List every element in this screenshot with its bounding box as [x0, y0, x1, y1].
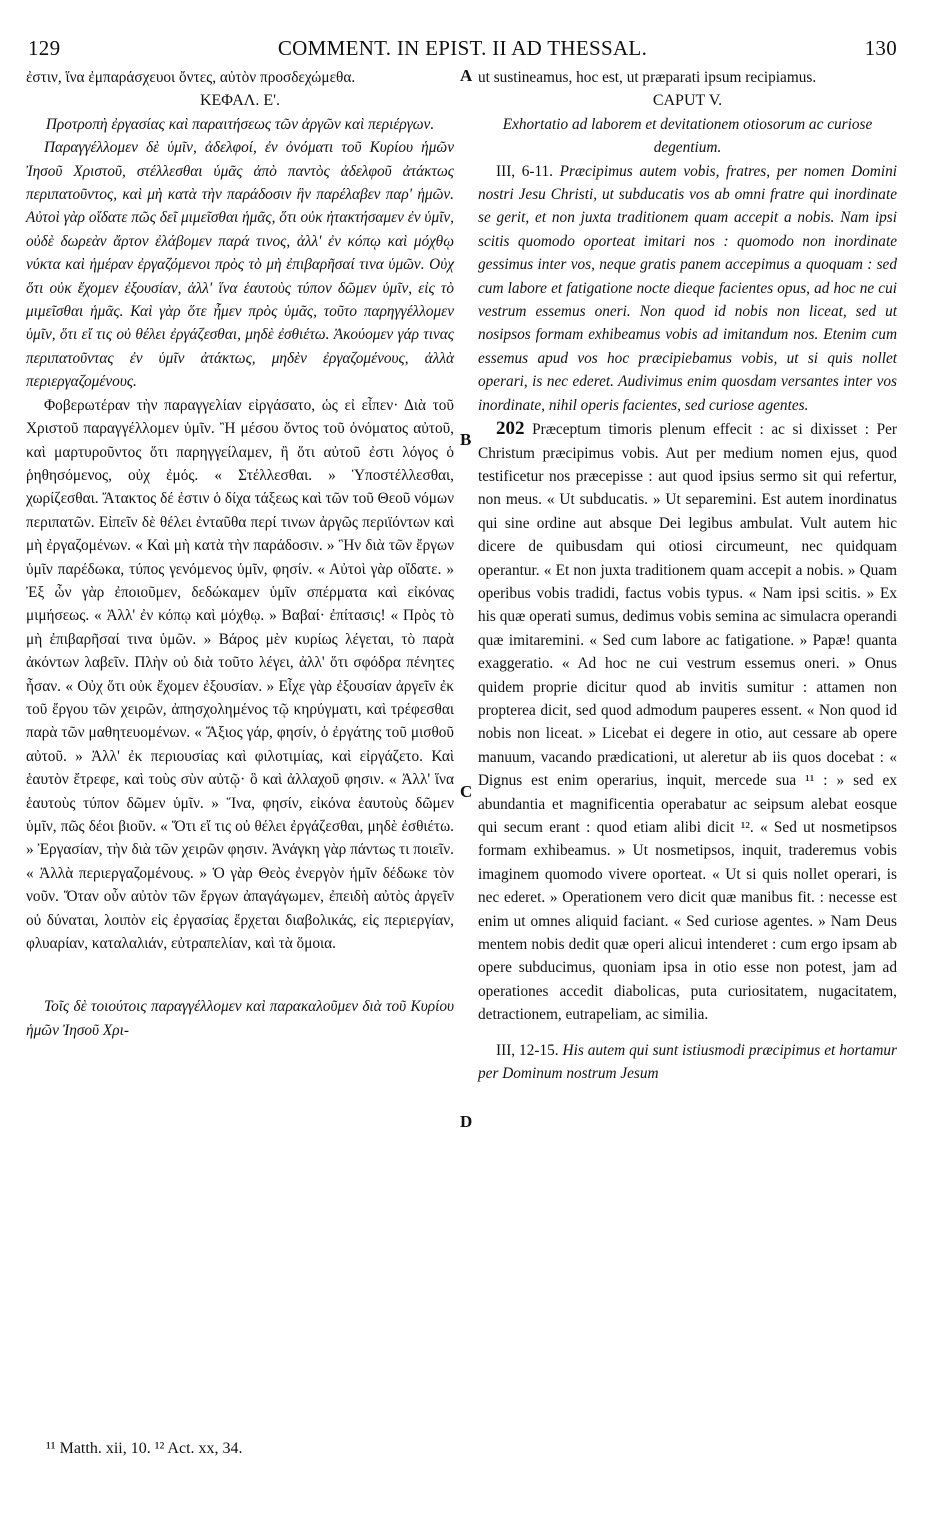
latin-verse-ref: III, 6-11. — [496, 162, 554, 180]
greek-column — [26, 66, 454, 1042]
running-title: COMMENT. IN EPIST. II AD THESSAL. — [277, 36, 648, 60]
margin-marker-c: C — [460, 782, 473, 801]
page-header — [28, 36, 897, 64]
greek-chapter-heading: Προτροπὴ ἐργασίας καὶ παραιτήσεως τῶν ἀργῶν καὶ περιέργων. — [45, 115, 435, 133]
greek-chapter-title: ΚΕΦΑΛ. Ε'. — [199, 92, 281, 110]
latin-commentary-text: Præceptum timoris plenum effecit : ac si dixisset : Per Christum præcipimus vobis. Aut per medium nomen ejus, quod testificetur nos præcepisse : aut quod ipsius sermo sit qui refertur, non meus. « Ut subducatis. » Ut separemini. Est autem inordinatus qui sine ordine aut absque Dei legibus ambulat. Vult autem hic dicere de quibusdam qui otiosi circumeunt, nec quidquam operantur. « Et non juxta traditionem quam accepit a nobis. » Quam operibus vobis tradidi, factus vobis typus. « Nam ipsi scitis. » Ex his quæ operati sumus, dedimus vobis semina ac simulacra operandi quæ imitaremini. « Sed cum labore ac fatigatione. » Papæ! quanta exaggeratio. « Ad hoc ne cui vestrum essemus oneri. » Onus quidem proprie dicitur quod ab invitis sumitur : attamen non propterea dicit, sed quod admodum pauperes essent. « Non quod id nobis non liceat. » Licebat ei degere in otio, aut cessare ab opere manuum, vacando prædicationi, ut aleretur ab iis quos docebat : « Dignus est enim operarius, inquit, mercede sua ¹¹ : » sed ex abundantia et magnificentia operabatur ac seipsum alebat eosque qui secum erant : quod etiam alibi dicit ¹². « Sed ut nosmetipsos formam exhibeamus. » Ut nosmetipsos, inquit, traderemus vobis imaginem quomodo vivere oporteat. « Ut si quis nollet operari, is nec ederet. » Operationem vero dicit quæ manibus fit. : necesse est enim ut omnes aliquid faciant. « Sed curiose agentes. » Nam Deus mentem nobis dedit quæ operi alicui intenderet : cum ergo ipsam ab opere subducimus, quoniam ipsa in otio esse non potest, jam ad operationes accedit diabolicas, puta curiositatem, nugacitatem, detractionem, eutrapeliam, ac similia. — [478, 421, 897, 1024]
margin-marker-d: D — [460, 1112, 473, 1131]
latin-closing-text: His autem qui sunt istiusmodi præcipimus et hortamur per Dominum nostrum Jesum — [478, 1041, 897, 1083]
margin-marker-a: A — [460, 66, 473, 85]
latin-scripture-text: Præcipimus autem vobis, fratres, per nomen Domini nostri Jesu Christi, ut subducatis vos ab omni fratre qui inordinate se gerit, et non juxta traditionem quam accepit a nobis. Nam ipsi scitis quomodo oporteat imitari nos : quomodo non inordinate gessimus inter vos, neque gratis panem accepimus a quoquam : sed cum labore et fatigatione nocte dieque facientes opus, ad hoc ne cui vestrum essemus oneri. Non quod id nobis non liceat, sed ut nosipsos formam exhibeamus vobis ad imitandum nos. Etenim cum essemus apud vos hoc præcipiebamus vobis, ut si quis nollet operari, is nec ederet. Audivimus enim quosdam versantes inter vos inordinate, nihil operis facientes, sed curiose agentes. — [478, 162, 897, 414]
page-number-right: 130 — [864, 36, 897, 60]
greek-intro: ἐστιν, ἵνα ἐμπαράσχευοι ὄντες, αὐτὸν προσδεχώμεθα. — [26, 69, 356, 86]
section-number: 202 — [496, 418, 525, 440]
footnotes: ¹¹ Matth. xii, 10. ¹² Act. xx, 34. — [46, 1440, 243, 1457]
latin-column — [478, 66, 897, 1085]
page-number-left: 129 — [28, 36, 61, 60]
latin-closing-ref: III, 12-15. — [496, 1041, 559, 1059]
greek-closing-text: Τοῖς δὲ τοιούτοις παραγγέλλομεν καὶ παρακαλοῦμεν διὰ τοῦ Κυρίου ἡμῶν Ἰησοῦ Χρι- — [26, 998, 454, 1039]
greek-commentary-text: Φοβερωτέραν τὴν παραγγελίαν εἰργάσατο, ὡς εἰ εἶπεν· Διὰ τοῦ Χριστοῦ παραγγέλλομεν ὑμῖν. Ἢ μέσου ὄντος τοῦ ὀνόματος αὐτοῦ, καὶ μαρτυροῦντος ὅτι παρηγγείλαμεν, ἢ ὅτι αὐτοῦ ἐστι λόγος ὁ ῥηθησόμενος, οὐχ ἐμός. « Στέλλεσθαι. » Ὑποστέλλεσθαι, χωρίζεσθαι. Ἄτακτος δέ ἐστιν ὁ δίχα τάξεως καὶ τῶν τοῦ Θεοῦ νόμων περιπατῶν. Εἰπεῖν δὲ θέλει ἐνταῦθα περί τινων ἀργῶς περιϊόντων καὶ μὴ ἐργαζομένων. « Καὶ μὴ κατὰ τὴν παράδοσιν. » Ἣν διὰ τῶν ἔργων ὑμῖν παρέδωκα, τύπος γενόμενος ὑμῖν, φησίν. « Αὐτοὶ γὰρ οἴδατε. » Ἐξ ὧν γὰρ ἐποιοῦμεν, δεδώκαμεν ὑμῖν σπέρματα καὶ εἰκόνας μιμήσεως. « Ἀλλ' ἐν κόπῳ καὶ μόχθῳ. » Βαβαί· ἐπίτασις! « Πρὸς τὸ μὴ ἐπιβαρῆσαί τινα ὑμῶν. » Βάρος μὲν κυρίως λέγεται, τὸ παρὰ ἀκόντων λαβεῖν. Πλὴν οὐ διὰ τοῦτο λέγει, ἀλλ' ὅτι σφόδρα πένητες ἦσαν. « Οὐχ ὅτι οὐκ ἔχομεν ἐξουσίαν. » Εἶχε γὰρ ἐξουσίαν ἀργεῖν ἐκ τοῦ ἔργου τῶν χειρῶν, ἀπησχολημένος τῷ κηρύγματι, καὶ τρέφεσθαι παρὰ τῶν μαθητευομένων. « Ἄξιος γάρ, φησίν, ὁ ἐργάτης τοῦ μισθοῦ αὐτοῦ. » Ἀλλ' ἐκ περιουσίας καὶ φιλοτιμίας, καὶ εἰργάζετο. Καὶ ἑαυτὸν ἔτρεφε, καὶ τοὺς σὺν αὐτῷ· ὃ καὶ ἀλλαχοῦ φησιν. « Ἀλλ' ἵνα ἑαυτοὺς τύπον δῶμεν ὑμῖν. » Ἵνα, φησίν, εἰκόνα ἑαυτοὺς δῶμεν ὑμῖν, πῶς δέοι βιοῦν. « Ὅτι εἴ τις οὐ θέλει ἐργάζεσθαι, μηδὲ ἐσθιέτω. » Ἐργασίαν, τὴν διὰ τῶν χειρῶν φησιν. Ἀνάγκη γὰρ πάντως τι ποιεῖν. « Ἀλλὰ περιεργαζομένους. » Ὁ γὰρ Θεὸς ἐνεργὸν ἡμῖν δέδωκε τὸν νοῦν. Ὅταν οὖν αὐτὸν τῶν ἔργων ἀπαγάγωμεν, ἐπειδὴ αὐτὸς ἀργεῖν οὐ δύναται, λοιπὸν εἰς ἐργασίας ἔρχεται διαβολικάς, εἰς περιεργίαν, φλυαρίαν, καταλαλιάν, εὐτραπελίαν, καὶ τὰ ὅμοια. — [26, 396, 454, 953]
latin-intro: ut sustineamus, hoc est, ut præparati ipsum recipiamus. — [478, 69, 817, 86]
latin-scripture-paragraph — [478, 160, 897, 417]
latin-chapter-title: CAPUT V. — [652, 92, 723, 110]
margin-marker-b: B — [460, 430, 472, 449]
latin-closing-paragraph — [478, 1039, 897, 1086]
latin-commentary-paragraph — [478, 417, 897, 1027]
greek-scripture-text: Παραγγέλλομεν δὲ ὑμῖν, ἀδελφοί, ἐν ὀνόματι τοῦ Κυρίου ἡμῶν Ἰησοῦ Χριστοῦ, στέλλεσθαι ὑμᾶς ἀπὸ παντὸς ἀδελφοῦ ἀτάκτως περιπατοῦντος, καὶ μὴ κατὰ τὴν παράδοσιν ἣν παρέλαβεν παρ' ἡμῶν. Αὐτοὶ γὰρ οἴδατε πῶς δεῖ μιμεῖσθαι ἡμᾶς, ὅτι οὐκ ἠτακτήσαμεν ἐν ὑμῖν, οὐδὲ δωρεὰν ἄρτον ἐλάβομεν παρά τινος, ἀλλ' ἐν κόπῳ καὶ μόχθῳ νύκτα καὶ ἡμέραν ἐργαζόμενοι πρὸς τὸ μὴ ἐπιβαρῆσαί τινα ὑμῶν. Οὐχ ὅτι οὐκ ἔχομεν ἐξουσίαν, ἀλλ' ἵνα ἑαυτοὺς τύπον δῶμεν ὑμῖν, εἰς τὸ μιμεῖσθαι ἡμᾶς. Καὶ γὰρ ὅτε ἦμεν πρὸς ὑμᾶς, τοῦτο παρηγγέλλομεν ὑμῖν, ὅτι εἴ τις οὐ θέλει ἐργάζεσθαι, μηδὲ ἐσθιέτω. Ἀκούομεν γάρ τινας περιπατοῦντας ἐν ὑμῖν ἀτάκτως, μηδὲν ἐργαζομένους, ἀλλὰ περιεργαζομένους. — [26, 139, 454, 391]
latin-chapter-heading: Exhortatio ad laborem et devitationem otiosorum ac curiose degentium. — [502, 115, 873, 157]
